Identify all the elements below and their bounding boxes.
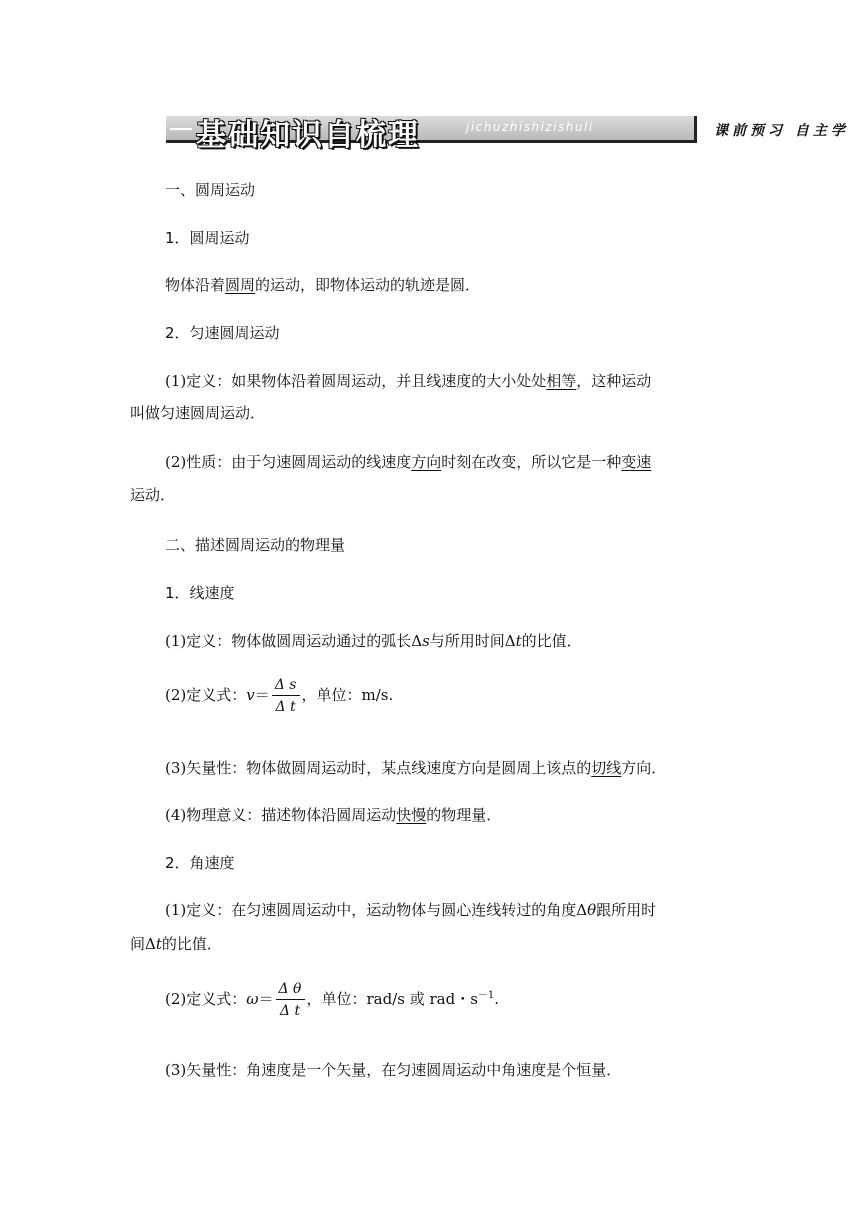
text: 物体沿着 (165, 276, 226, 294)
equals-sign: ＝ (258, 990, 274, 1008)
paragraph-velocity-definition (165, 630, 582, 651)
angular-velocity-formula (165, 982, 499, 1018)
banner-decoration (170, 128, 192, 130)
text: 的比值． (161, 935, 222, 953)
answer-blank: 圆周 (225, 276, 256, 294)
subheading-circular-motion: 1．圆周运动 (165, 229, 250, 247)
banner-right-label: 课前预习 自主学 (714, 123, 849, 139)
subheading-uniform-circular-motion: 2．匀速圆周运动 (165, 324, 280, 342)
paragraph-velocity-vector (165, 757, 666, 778)
fraction-numerator: Δ θ (276, 982, 305, 1000)
fraction-denominator: Δ t (279, 1003, 301, 1019)
paragraph-property-line2: 运动． (130, 486, 176, 504)
paragraph-angular-vector: (3)矢量性：角速度是一个矢量，在匀速圆周运动中角速度是个恒量． (165, 1061, 622, 1079)
section-banner (166, 110, 860, 153)
section-heading-1: 一、圆周运动 (165, 181, 256, 199)
answer-blank: 相等 (546, 372, 577, 390)
symbol-t: t (515, 632, 522, 650)
text: 的比值． (521, 632, 582, 650)
answer-blank: 切线 (591, 759, 622, 777)
text: (2)性质：由于匀速圆周运动的线速度 (165, 453, 412, 471)
text: ，单位：m/s. (301, 686, 394, 704)
fraction-denominator: Δ t (275, 699, 296, 715)
text: (1)定义：如果物体沿着圆周运动，并且线速度的大小处处 (165, 372, 547, 390)
answer-blank: 方向 (411, 453, 442, 471)
superscript: －1 (477, 990, 495, 1001)
symbol-theta: θ (587, 901, 597, 919)
text: . (494, 990, 500, 1008)
banner-title: 基础知识自梳理 (196, 118, 420, 153)
fraction-numerator: Δ s (272, 678, 300, 696)
velocity-formula (165, 678, 393, 714)
text: ，这种运动 (576, 372, 652, 390)
text: 与所用时间Δ (429, 632, 516, 650)
banner-separator (694, 116, 697, 143)
symbol-omega: ω (246, 990, 259, 1008)
section-heading-2: 二、描述圆周运动的物理量 (165, 536, 346, 554)
paragraph-angular-definition-line1 (165, 899, 656, 920)
text: ，单位：rad/s 或 rad・s (306, 990, 478, 1008)
answer-blank: 快慢 (396, 806, 427, 824)
text: 跟所用时 (596, 901, 657, 919)
text: (2)定义式： (165, 990, 247, 1008)
text: (4)物理意义：描述物体沿圆周运动 (165, 806, 397, 824)
text: 时刻在改变，所以它是一种 (441, 453, 622, 471)
text: (1)定义：物体做圆周运动通过的弧长Δ (165, 632, 423, 650)
text: 的运动，即物体运动的轨迹是圆． (255, 276, 481, 294)
text: (1)定义：在匀速圆周运动中，运动物体与圆心连线转过的角度Δ (165, 901, 588, 919)
subheading-linear-velocity: 1．线速度 (165, 584, 235, 602)
paragraph-circular-motion (165, 274, 480, 295)
banner-subtitle: jichuzhishizishuli (466, 120, 594, 134)
text: 间Δ (130, 935, 156, 953)
text: (2)定义式： (165, 686, 247, 704)
paragraph-angular-definition-line2 (130, 933, 222, 954)
paragraph-velocity-meaning (165, 804, 501, 825)
fraction (272, 678, 300, 714)
equals-sign: ＝ (254, 686, 270, 704)
text: 的物理量． (426, 806, 502, 824)
answer-blank: 变速 (621, 453, 652, 471)
symbol-s: s (422, 632, 430, 650)
paragraph-property-line1 (165, 451, 651, 472)
paragraph-definition-line1 (165, 370, 651, 391)
fraction (276, 982, 305, 1018)
symbol-v: v (246, 686, 255, 704)
text: 方向． (621, 759, 667, 777)
subheading-angular-velocity: 2．角速度 (165, 854, 235, 872)
text: (3)矢量性：物体做圆周运动时，某点线速度方向是圆周上该点的 (165, 759, 592, 777)
paragraph-definition-line2: 叫做匀速圆周运动． (130, 404, 266, 422)
symbol-t: t (155, 935, 162, 953)
